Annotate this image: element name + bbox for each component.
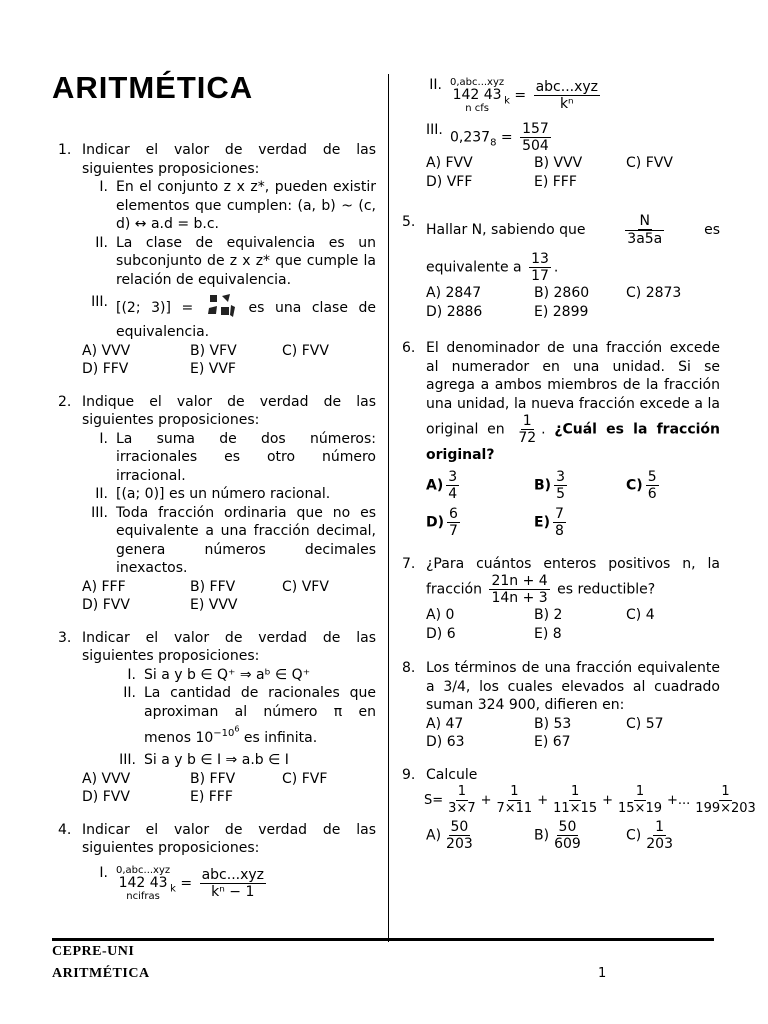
prop-number: II. — [429, 77, 442, 93]
option-a[interactable]: A) 2847 — [426, 285, 482, 301]
prop-number: III. — [91, 504, 108, 521]
option-a[interactable]: A) VVV — [82, 770, 131, 787]
option-a[interactable]: A) 47 — [426, 715, 464, 732]
option-a[interactable]: A) FVV — [426, 155, 473, 171]
question-number: 9. — [402, 766, 416, 783]
question-6: 6. El denominador de una fracción excede al numerador en una unidad. Si se agrega a ambos miembros de la fracción una unidad, la nueva fracción excede a la original en $\frac{1}{72}$ . ¿Cuál es la fracción original? A) $\frac{3}{4}$ B) $\frac{3}{5}$ C) $\frac{5}{6}$ D) $\frac{6}{7}$ E) $\frac{7}{8}$ — [402, 340, 721, 539]
option-e[interactable]: E) 2899 — [534, 303, 589, 320]
option-e[interactable]: E) $\frac{7}{8}$ — [534, 505, 564, 539]
option-b[interactable]: B) 2860 — [534, 285, 590, 301]
question-1 — [58, 141, 376, 379]
option-b[interactable]: B) VVV — [534, 155, 583, 171]
prop-text: La cantidad de racionales que aproximan al número π en menos — [144, 685, 376, 746]
footer-institution: CEPRE-UNI — [52, 944, 135, 959]
question-number: 1. — [58, 142, 72, 158]
prop-text: es una clase de equivalencia. — [116, 300, 377, 340]
option-e[interactable]: E) 67 — [534, 734, 571, 750]
footer-rule — [52, 938, 714, 941]
prop-text: [(2; 3)] = — [116, 300, 194, 316]
option-b[interactable]: B) $\frac{50}{609}$ — [534, 819, 581, 852]
question-7 — [402, 555, 720, 644]
page-number: 1 — [598, 966, 607, 981]
prop-text: Si a y b ∈ I ⇒ a.b ∈ I — [144, 752, 289, 769]
option-c[interactable]: C) 4 — [626, 607, 655, 623]
option-d[interactable]: D) 2886 — [426, 303, 483, 320]
footer-subject: ARITMÉTICA — [52, 966, 150, 981]
formula-fraction: $0,237_8$ = $\frac{157}{504}$ — [450, 121, 549, 154]
option-c[interactable]: C) FVF — [282, 770, 328, 787]
formula-periodic-decimal: 0,abc...xyz 142 43 n cfs $_k$ = $\frac{\text{abc...xyz}}{\text{kⁿ}}$ — [450, 77, 599, 114]
question-4-continued — [402, 76, 720, 191]
option-e[interactable]: E) FFF — [534, 173, 577, 190]
option-b[interactable]: B) FFV — [190, 578, 236, 595]
question-number: 8. — [402, 660, 416, 676]
prop-text: Si a y b ∈ Q⁺ ⇒ aᵇ ∈ Q⁺ — [144, 666, 311, 683]
prop-text: es infinita. — [243, 729, 318, 746]
option-a[interactable]: A) VVV — [82, 342, 131, 359]
page-title: ARITMÉTICA — [52, 70, 254, 105]
option-b[interactable]: B) $\frac{3}{5}$ — [534, 468, 565, 502]
prop-number: I. — [99, 430, 108, 447]
question-prompt: ¿Cuál es la fracción original? — [426, 421, 721, 463]
prop-number: III. — [426, 122, 443, 138]
option-d[interactable]: D) $\frac{6}{7}$ — [426, 505, 458, 539]
question-stem: Indicar el valor de verdad de las siguientes proposiciones: — [82, 821, 376, 857]
sum-expression: S= $\frac{1}{3\times 7}$ + $\frac{1}{7\times 11}$ + $\frac{1}{11\times 15}$ + $\frac{1}{15\times 19}$ +... $\frac{1}{199\times 203}$ — [424, 784, 756, 816]
left-column — [58, 141, 376, 917]
answer-options — [82, 578, 376, 615]
option-d[interactable]: D) VFF — [426, 173, 473, 190]
option-a[interactable]: A) $\frac{3}{4}$ — [426, 468, 458, 502]
question-9 — [402, 766, 756, 853]
question-stem: Los términos de una fracción equivalente a 3/4, los cuales elevados al cuadrado suman 324 900, difieren en: — [426, 660, 720, 713]
answer-options — [426, 606, 720, 643]
option-c[interactable]: C) 2873 — [626, 285, 682, 301]
question-number: 2. — [58, 393, 72, 410]
question-4 — [58, 821, 376, 903]
option-b[interactable]: B) VFV — [190, 342, 237, 359]
option-d[interactable]: D) FVV — [82, 789, 130, 806]
option-c[interactable]: C) FVV — [282, 342, 329, 359]
option-e[interactable]: E) VVV — [190, 597, 238, 613]
prop-text: [(a; 0)] es un número racional. — [116, 486, 331, 502]
option-e[interactable]: E) 8 — [534, 625, 562, 642]
option-c[interactable]: C) VFV — [282, 578, 329, 595]
question-stem: equivalente a — [426, 259, 522, 276]
question-number: 4. — [58, 821, 72, 838]
answer-options — [426, 469, 720, 539]
question-stem: ¿Para cuántos enteros positivos n, la fracción — [426, 555, 720, 598]
option-b[interactable]: B) 2 — [534, 607, 563, 623]
question-number: 5. — [402, 214, 416, 230]
prop-text: La suma de dos números: irracionales es otro número irracional. — [116, 430, 376, 484]
option-c[interactable]: C) 57 — [626, 715, 664, 732]
question-number: 6. — [402, 340, 416, 356]
option-d[interactable]: D) 63 — [426, 734, 465, 750]
option-c[interactable]: C) $\frac{5}{6}$ — [626, 468, 657, 502]
option-d[interactable]: D) FVV — [82, 597, 130, 613]
prop-number: III. — [119, 752, 136, 769]
prop-number: I. — [127, 666, 136, 683]
column-divider — [388, 74, 389, 942]
option-b[interactable]: B) 53 — [534, 715, 572, 732]
prop-text: La clase de equivalencia es un subconjunto de z x z* que cumple la relación de equivalencia. — [116, 234, 376, 288]
question-stem: Indicar el valor de verdad de las siguientes proposiciones: — [82, 142, 376, 177]
question-5: 5. Hallar N, sabiendo que $\frac{N}{3a5a}$ es equivalente a $\frac{13}{17}$ . A) 2847 B) 2860 C) 2873 D) 2886 E) 2899 — [402, 213, 720, 320]
prop-number: III. — [91, 294, 108, 310]
option-a[interactable]: A) 0 — [426, 607, 455, 623]
prop-number: II. — [123, 685, 136, 701]
question-number: 7. — [402, 555, 416, 572]
prop-number: I. — [99, 179, 108, 195]
prop-number: I. — [99, 864, 108, 881]
option-b[interactable]: B) FFV — [190, 770, 236, 787]
question-stem: Indique el valor de verdad de las siguientes proposiciones: — [82, 393, 376, 428]
question-stem: Hallar N, sabiendo que — [426, 221, 586, 238]
answer-options — [426, 284, 720, 321]
right-column — [402, 76, 756, 866]
fraction-21n: $\frac{21n + 4}{14n + 3}$ — [491, 573, 548, 606]
question-stem: es — [704, 221, 720, 238]
prop-number: II. — [95, 486, 108, 502]
question-3 — [58, 629, 376, 807]
question-8 — [402, 659, 720, 752]
answer-options — [82, 770, 376, 807]
option-a[interactable]: A) FFF — [82, 578, 126, 595]
question-stem: El denominador de una fracción excede al numerador en una unidad. Si se agrega a ambos miembros de la fracción una unidad, la nueva fracción excede a la original en — [426, 340, 720, 438]
answer-options — [426, 819, 761, 852]
option-a[interactable]: A) $\frac{50}{203}$ — [426, 819, 473, 852]
fraction-n: $\frac{N}{3a5a}$ — [627, 213, 663, 247]
question-stem: Indicar el valor de verdad de las siguientes proposiciones: — [82, 629, 376, 664]
option-e[interactable]: E) VVF — [190, 361, 236, 377]
prop-number: II. — [95, 234, 108, 251]
option-c[interactable]: C) FVV — [626, 155, 673, 171]
exponent-expression: $10^{-10^6}$ — [195, 725, 240, 746]
option-d[interactable]: D) 6 — [426, 625, 456, 642]
fraction-13-17: $\frac{13}{17}$ — [531, 251, 549, 284]
option-c[interactable]: C) $\frac{1}{203}$ — [626, 819, 673, 852]
prop-text: En el conjunto z x z*, pueden existir elementos que cumplen: (a, b) ~ (c, d) ↔ a.d = b.c. — [116, 179, 376, 232]
formula-periodic-decimal: 0,abc...xyz 142 43 ncifras $_k$ = $\frac{\text{abc...xyz}}{\text{kⁿ − 1}}$ — [116, 864, 265, 902]
question-stem: Calcule — [426, 766, 478, 783]
question-number: 3. — [58, 629, 72, 646]
option-d[interactable]: D) FFV — [82, 361, 129, 377]
answer-options — [82, 342, 376, 379]
prop-text: Toda fracción ordinaria que no es equivalente a una fracción decimal, genera números decimales inexactos. — [116, 504, 376, 576]
question-stem: es reductible? — [557, 581, 656, 598]
option-e[interactable]: E) FFF — [190, 789, 233, 806]
answer-options — [426, 715, 720, 752]
question-2 — [58, 393, 376, 615]
answer-options — [426, 154, 720, 191]
set-glyph-icon — [204, 293, 238, 323]
fraction-1-72: $\frac{1}{72}$ — [518, 413, 537, 446]
